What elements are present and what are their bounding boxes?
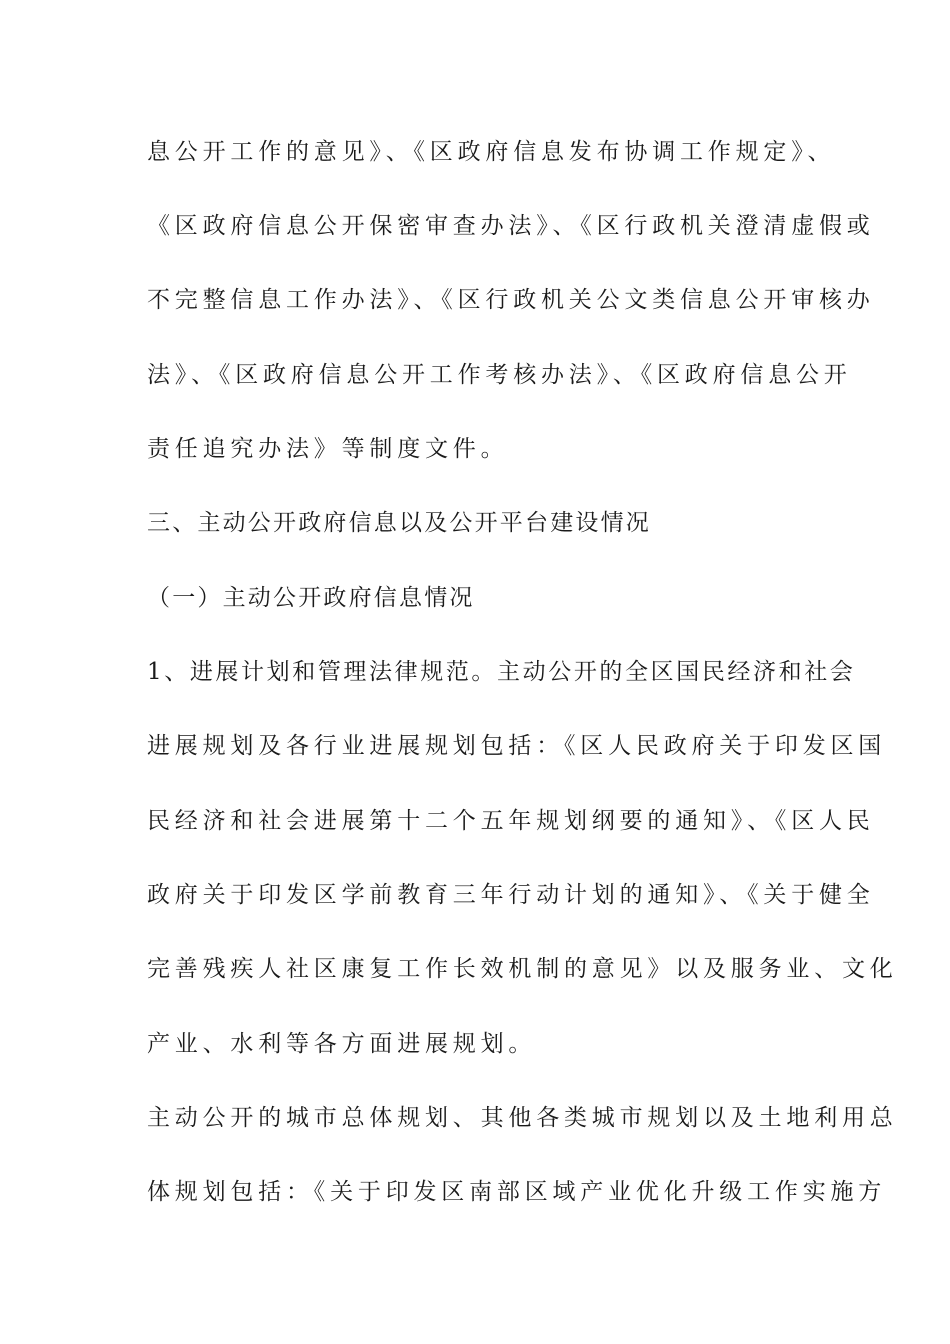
paragraph-line: 责任追究办法》等制度文件。 (147, 436, 509, 462)
subsection-heading: （一）主动公开政府信息情况 (147, 585, 475, 611)
paragraph-line: 完善残疾人社区康复工作长效机制的意见》以及服务业、文化 (147, 956, 898, 982)
section-heading: 三、主动公开政府信息以及公开平台建设情况 (147, 510, 651, 536)
paragraph-line: 《区政府信息公开保密审查办法》、《区行政机关澄清虚假或 (147, 213, 875, 239)
paragraph-line: 体规划包括：《关于印发区南部区域产业优化升级工作实施方 (147, 1179, 887, 1205)
paragraph-line: 民经济和社会进展第十二个五年规划纲要的通知》、《区人民 (147, 808, 875, 834)
paragraph-line: 主动公开的城市总体规划、其他各类城市规划以及土地利用总 (147, 1105, 898, 1131)
paragraph-line: 政府关于印发区学前教育三年行动计划的通知》、《关于健全 (147, 882, 875, 908)
paragraph-line: 进展规划及各行业进展规划包括：《区人民政府关于印发区国 (147, 733, 887, 759)
paragraph-line: 不完整信息工作办法》、《区行政机关公文类信息公开审核办 (147, 287, 875, 313)
paragraph-line: 产业、水利等各方面进展规划。 (147, 1031, 537, 1057)
paragraph-line: 法》、《区政府信息公开工作考核办法》、《区政府信息公开 (147, 362, 852, 388)
paragraph-line: 1、进展计划和管理法律规范。主动公开的全区国民经济和社会 (147, 659, 856, 685)
paragraph-line: 息公开工作的意见》、《区政府信息发布协调工作规定》、 (147, 139, 836, 165)
